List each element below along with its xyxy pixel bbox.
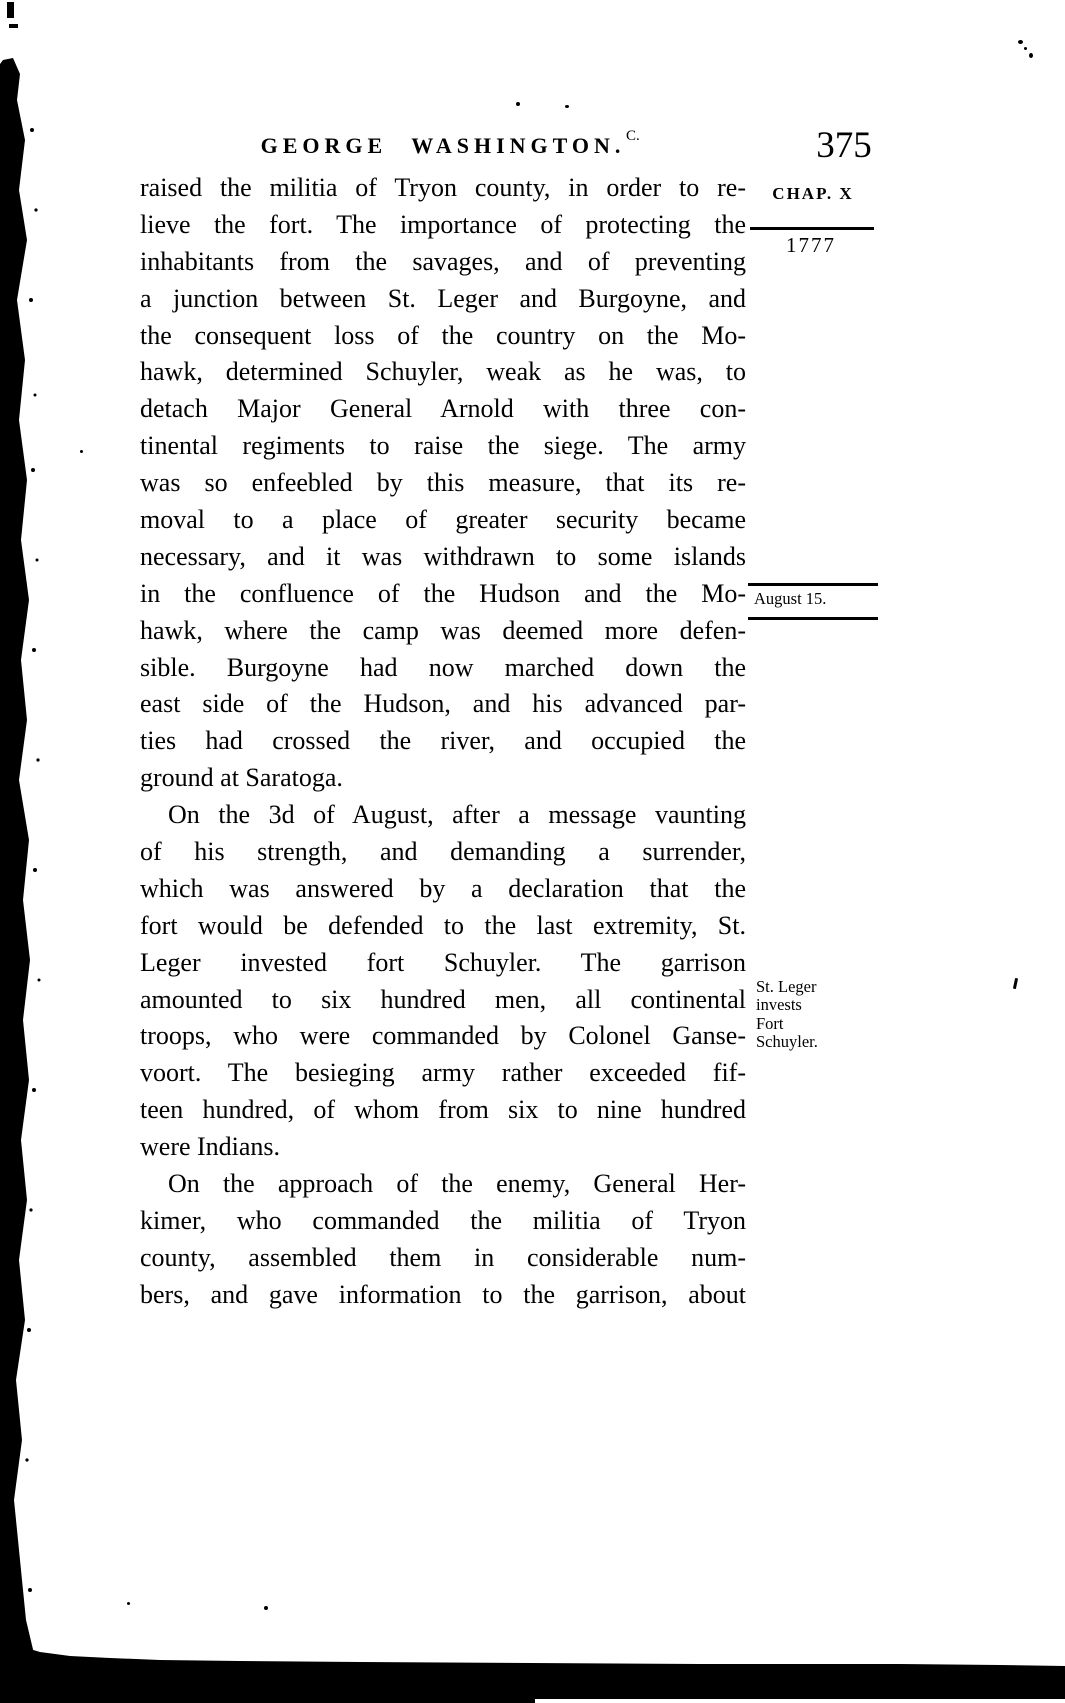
body-line: inhabitants from the savages, and of preventing <box>140 246 746 276</box>
body-line: of his strength, and demanding a surrender, <box>140 837 746 867</box>
margin-note-date: August 15. <box>754 589 827 608</box>
body-line: ties had crossed the river, and occupied the <box>140 726 746 756</box>
scan-speckle <box>1018 40 1023 44</box>
body-line: county, assembled them in considerable num- <box>140 1242 746 1272</box>
binding-edge-artifact <box>0 0 46 1703</box>
scan-speckle <box>127 1602 130 1605</box>
body-line: bers, and gave information to the garrison, about <box>140 1279 746 1309</box>
body-line-paragraph-end: were Indians. <box>140 1132 281 1162</box>
body-line: was so enfeebled by this measure, that its re- <box>140 468 746 498</box>
body-line: tinental regiments to raise the siege. The army <box>140 431 746 461</box>
body-line: fort would be defended to the last extremity, St. <box>140 910 746 940</box>
scan-speckle <box>516 102 520 106</box>
margin-note-side-line: Schuyler. <box>756 1032 818 1052</box>
body-line: necessary, and it was withdrawn to some islands <box>140 541 746 571</box>
running-head-title: GEORGE WASHINGTON. <box>260 133 626 158</box>
scan-speckle <box>1029 53 1033 58</box>
margin-note-side-line: invests <box>756 995 802 1015</box>
bottom-scan-band <box>0 1600 1065 1703</box>
body-line: east side of the Hudson, and his advanced par- <box>140 689 746 719</box>
body-line-paragraph-end: ground at Saratoga. <box>140 763 343 793</box>
scan-speckle <box>80 450 83 453</box>
margin-note-side <box>756 978 868 1052</box>
body-line-paragraph-start: On the approach of the enemy, General Her- <box>168 1169 746 1199</box>
body-line: lieve the fort. The importance of protecting the <box>140 209 746 239</box>
body-line: sible. Burgoyne had now marched down the <box>140 652 746 682</box>
margin-note-chapter: CHAP. X <box>772 184 854 203</box>
scan-speckle <box>565 105 569 108</box>
body-line: kimer, who commanded the militia of Tryon <box>140 1205 746 1235</box>
scan-speckle <box>1013 978 1018 989</box>
scan-speckle <box>264 1606 268 1610</box>
body-text-column <box>140 170 746 1314</box>
body-line: the consequent loss of the country on the Mo- <box>140 320 746 350</box>
body-line: hawk, determined Schuyler, weak as he was, to <box>140 357 746 387</box>
body-line: troops, who were commanded by Colonel Ganse- <box>140 1021 746 1051</box>
body-line: amounted to six hundred men, all continental <box>140 984 746 1014</box>
body-line: detach Major General Arnold with three con- <box>140 394 746 424</box>
body-line: Leger invested fort Schuyler. The garrison <box>140 947 746 977</box>
body-line: a junction between St. Leger and Burgoyne, and <box>140 283 746 313</box>
margin-rule <box>750 227 874 230</box>
scan-stray-mark: C. <box>626 128 640 144</box>
page-number: 375 <box>816 125 872 166</box>
margin-note-side-line: Fort <box>756 1013 784 1033</box>
scan-speckle <box>1024 47 1027 50</box>
margin-note-side-line: St. Leger <box>756 977 817 996</box>
body-line-paragraph-start: On the 3d of August, after a message vaunting <box>168 800 746 830</box>
body-line: teen hundred, of whom from six to nine hundred <box>140 1095 746 1125</box>
body-line: voort. The besieging army rather exceeded fif- <box>140 1058 746 1088</box>
margin-rule <box>748 617 878 620</box>
body-line: raised the militia of Tryon county, in order to re- <box>140 173 746 202</box>
body-line: moval to a place of greater security became <box>140 505 746 535</box>
body-line: in the confluence of the Hudson and the Mo- <box>140 578 746 608</box>
body-line: hawk, where the camp was deemed more defen- <box>140 615 746 645</box>
margin-rule <box>748 583 878 586</box>
margin-note-year: 1777 <box>786 233 836 257</box>
body-line: which was answered by a declaration that the <box>140 873 746 903</box>
